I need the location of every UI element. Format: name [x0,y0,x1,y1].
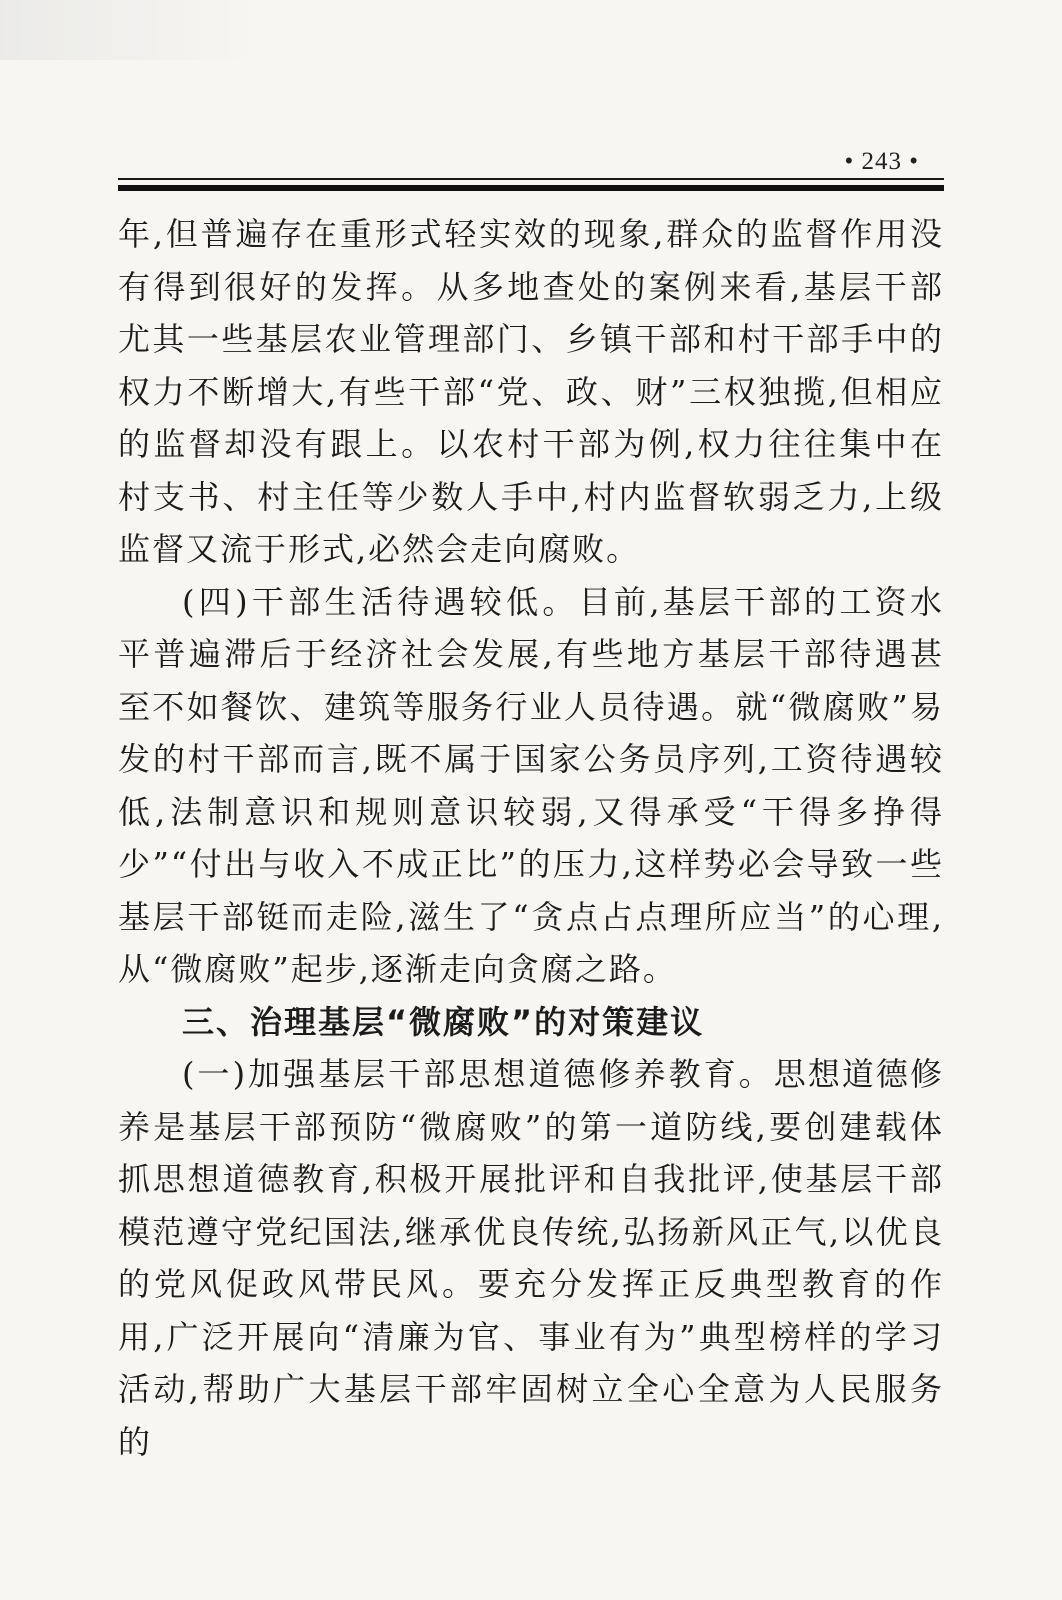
page-number: • 243 • [844,148,919,175]
paragraph-continued: 年,但普遍存在重形式轻实效的现象,群众的监督作用没有得到很好的发挥。从多地查处的案例来看,基层干部尤其一些基层农业管理部门、乡镇干部和村干部手中的权力不断增大,有些干部“党、政、财”三权独揽,但相应的监督却没有跟上。以农村干部为例,权力往往集中在村支书、村主任等少数人手中,村内监督软弱乏力,上级监督又流于形式,必然会走向腐败。 [118,215,944,568]
header-rule-thick [118,185,944,191]
subheading-moral-education: (一)加强基层干部思想道德修养教育。 [182,1055,774,1093]
paragraph-living-conditions-body: 目前,基层干部的工资水平普遍滞后于经济社会发展,有些地方基层干部待遇甚至不如餐饮、建筑等服务行业人员待遇。就“微腐败”易发的村干部而言,既不属于国家公务员序列,工资待遇较低,法制意识和规则意识较弱,又得承受“干得多挣得少”“付出与收入不成正比”的压力,这样势必会导致一些基层干部铤而走险,滋生了“贪点占点理所应当”的心理,从“微腐败”起步,逐渐走向贪腐之路。 [118,582,944,988]
paragraph-moral-education [118,1048,944,1468]
subheading-living-conditions: (四)干部生活待遇较低。 [182,582,579,621]
paragraph-living-conditions [118,576,944,996]
section-heading-countermeasures: 三、治理基层“微腐败”的对策建议 [182,1002,705,1041]
header-rule-thin [118,178,944,180]
scan-artifact [0,0,260,60]
body-text [118,208,944,1468]
paragraph-moral-education-body: 思想道德修养是基层干部预防“微腐败”的第一道防线,要创建载体抓思想道德教育,积极开展批评和自我批评,使基层干部模范遵守党纪国法,继承优良传统,弘扬新风正气,以优良的党风促政风带民风。要充分发挥正反典型教育的作用,广泛开展向“清廉为官、事业有为”典型榜样的学习活动,帮助广大基层干部牢固树立全心全意为人民服务的 [118,1055,944,1461]
